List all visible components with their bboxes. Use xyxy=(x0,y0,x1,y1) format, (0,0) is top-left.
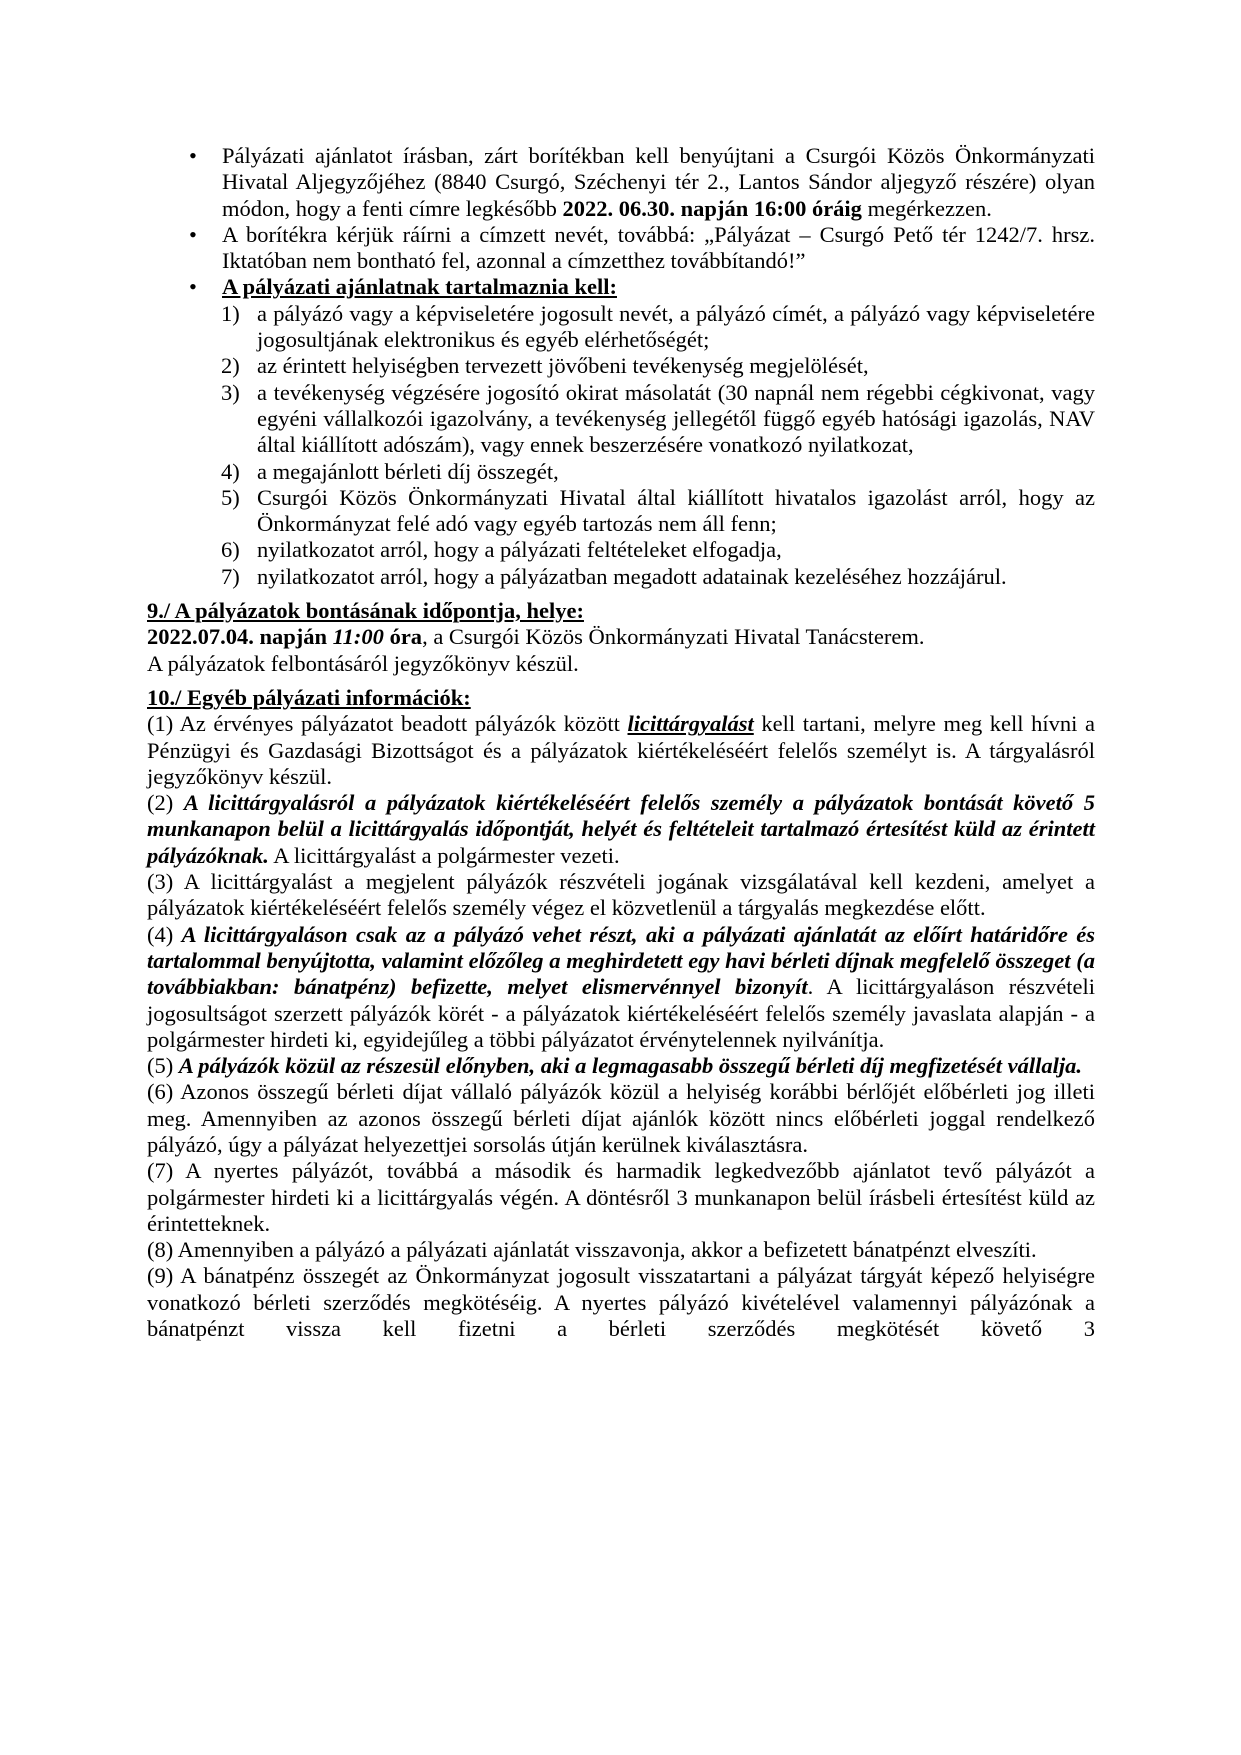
requirement-number: 3) xyxy=(221,379,240,405)
submission-bullets xyxy=(147,143,1095,301)
paragraph-2 xyxy=(147,790,1095,869)
requirement-number: 2) xyxy=(221,353,240,379)
requirement-text: az érintett helyiségben tervezett jövőbeni tevékenység megjelölését, xyxy=(257,353,869,379)
contents-heading: A pályázati ajánlatnak tartalmaznia kell: xyxy=(222,274,617,300)
requirement-number: 1) xyxy=(221,300,240,326)
paragraph-1-text: (1) Az érvényes pályázatot beadott pályázók között xyxy=(147,711,628,737)
paragraph-5-emphasis: A pályázók közül az részesül előnyben, aki a legmagasabb összegű bérleti díj megfizetését vállalja. xyxy=(178,1053,1082,1079)
paragraph-2-emphasis: A licittárgyalásról a pályázatok kiértékeléséért felelős személy a pályázatok bontását követő 5 munkanapon belül a licittárgyalás időpontját, helyét és feltételeit tartalmazó értesítést küld az érintett pályázóknak. xyxy=(147,790,1095,868)
paragraph-6: (6) Azonos összegű bérleti díjat vállaló pályázók közül a helyiség korábbi bérlőjét előbérleti jog illeti meg. Amennyiben az azonos összegű bérleti díjat ajánlók között nincs előbérleti joggal rendelkező pályázó, úgy a pályázat helyezettjei sorsolás útján kerülnek kiválasztásra. xyxy=(147,1079,1095,1157)
requirement-text: a tevékenység végzésére jogosító okirat másolatát (30 napnál nem régebbi cégkivonat, vagy egyéni vállalkozói igazolvány, a tevékenység jellegétől függő egyéb hatósági igazolás, NAV által kiállított adószám), vagy ennek beszerzésére vonatkozó nyilatkozat, xyxy=(257,379,1095,458)
paragraph-2-tail: A licittárgyalást a polgármester vezeti. xyxy=(268,842,620,868)
requirement-item xyxy=(147,564,1095,590)
requirement-number: 6) xyxy=(221,537,240,563)
submission-deadline: 2022. 06.30. napján 16:00 óráig xyxy=(562,195,862,221)
requirement-item xyxy=(147,459,1095,485)
paragraph-1-tail: kell tartani, melyre meg kell hívni a Pénzügyi és Gazdasági Bizottságot és a pályázatok kiértékeléséért felelős személyt is. A tárgyalásról jegyzőkönyv készül. xyxy=(147,711,1095,789)
paragraph-7: (7) A nyertes pályázót, továbbá a második és harmadik legkedvezőbb ajánlatot tevő pályázót a polgármester hirdeti ki a licittárgyalás végén. A döntésről 3 munkanapon belül írásbeli értesítést küld az érintetteknek. xyxy=(147,1158,1095,1236)
paragraph-3: (3) A licittárgyalást a megjelent pályázók részvételi jogának vizsgálatával kell kezdeni, amelyet a pályázatok kiértékeléséért felelős személy végez el közvetlenül a tárgyalás megkezdése előtt. xyxy=(147,869,1095,921)
paragraph-5-number: (5) xyxy=(147,1053,179,1079)
requirements-list xyxy=(147,301,1095,590)
requirement-text: a pályázó vagy a képviseletére jogosult nevét, a pályázó címét, a pályázó vagy képviseletére jogosultjának elektronikus és egyéb elérhetőségét; xyxy=(257,300,1095,353)
opening-ora: óra xyxy=(389,624,423,650)
bullet-submission xyxy=(147,143,1095,222)
requirement-text: nyilatkozatot arról, hogy a pályázatban megadott adatainak kezeléséhez hozzájárul. xyxy=(257,563,1007,589)
paragraph-4 xyxy=(147,922,1095,1053)
requirement-text: nyilatkozatot arról, hogy a pályázati feltételeket elfogadja, xyxy=(257,537,782,563)
opening-time: 11:00 xyxy=(332,624,384,650)
requirement-number: 7) xyxy=(221,563,240,589)
document-body xyxy=(147,143,1095,1342)
section-9-minutes: A pályázatok felbontásáról jegyzőkönyv készül. xyxy=(147,650,579,676)
bullet-envelope-text: A borítékra kérjük ráírni a címzett nevét, továbbá: „Pályázat – Csurgó Pető tér 1242/7. hrsz. Iktatóban nem bontható fel, azonnal a címzetthez továbbítandó!” xyxy=(222,221,1095,274)
bullet-icon: • xyxy=(189,143,197,168)
section-10-title: 10./ Egyéb pályázati információk: xyxy=(147,684,471,710)
requirement-item xyxy=(147,353,1095,379)
opening-place: , a Csurgói Közös Önkormányzati Hivatal Tanácsterem. xyxy=(422,624,925,650)
requirement-number: 4) xyxy=(221,458,240,484)
bullet-submission-tail: megérkezzen. xyxy=(861,195,992,221)
requirement-text: Csurgói Közös Önkormányzati Hivatal által kiállított hivatalos igazolást arról, hogy az Önkormányzat felé adó vagy egyéb tartozás nem áll fenn; xyxy=(257,484,1095,537)
requirement-number: 5) xyxy=(221,484,240,510)
requirement-item xyxy=(147,301,1095,354)
paragraph-2-number: (2) xyxy=(147,790,184,816)
section-9-datetime xyxy=(147,624,1095,650)
bullet-submission-text: Pályázati ajánlatot írásban, zárt borítékban kell benyújtani a Csurgói Közös Önkormányzati Hivatal Aljegyzőjéhez (8840 Csurgó, Széchenyi tér 2., Lantos Sándor aljegyző részére) olyan módon, hogy a fenti címre legkésőbb xyxy=(222,143,1095,221)
paragraph-8: (8) Amennyiben a pályázó a pályázati ajánlatát visszavonja, akkor a befizetett bánatpénzt elveszíti. xyxy=(147,1237,1037,1263)
licittargyalas-term: licittárgyalást xyxy=(627,711,754,737)
requirement-text: a megajánlott bérleti díj összegét, xyxy=(257,458,559,484)
bullet-envelope xyxy=(147,222,1095,275)
bullet-icon: • xyxy=(189,274,197,300)
paragraph-1 xyxy=(147,711,1095,790)
section-9-title: 9./ A pályázatok bontásának időpontja, helye: xyxy=(147,598,584,624)
paragraph-5 xyxy=(147,1053,1095,1079)
paragraph-4-emphasis: A licittárgyaláson csak az a pályázó vehet részt, aki a pályázati ajánlatát az előírt határidőre és tartalommal benyújtotta, valamint előzőleg a meghirdetett egy havi bérleti díjnak megfelelő összeget (a továbbiakban: bánatpénz) befizette, melyet elismervénnyel bizonyít xyxy=(147,921,1095,1000)
requirement-item xyxy=(147,537,1095,563)
bullet-contents xyxy=(147,274,1095,300)
paragraph-4-number: (4) xyxy=(147,921,182,947)
paragraph-9: (9) A bánatpénz összegét az Önkormányzat jogosult visszatartani a pályázat tárgyát képező helyiségre vonatkozó bérleti szerződés megkötéséig. A nyertes pályázó kivételével valamennyi pályázónak a bánatpénzt vissza kell fizetni a bérleti szerződés megkötését követő 3 xyxy=(147,1263,1095,1342)
bullet-icon: • xyxy=(189,221,197,247)
opening-date: 2022.07.04. napján xyxy=(147,624,328,650)
paragraph-4-tail: . A licittárgyaláson részvételi jogosultságot szerzett pályázók körét - a pályázatok kiértékeléséért felelős személy javaslata alapján - a polgármester hirdeti ki, egyidejűleg a többi pályázatot érvénytelennek nyilvánítja. xyxy=(147,974,1095,1052)
requirement-item xyxy=(147,380,1095,459)
requirement-item xyxy=(147,485,1095,538)
